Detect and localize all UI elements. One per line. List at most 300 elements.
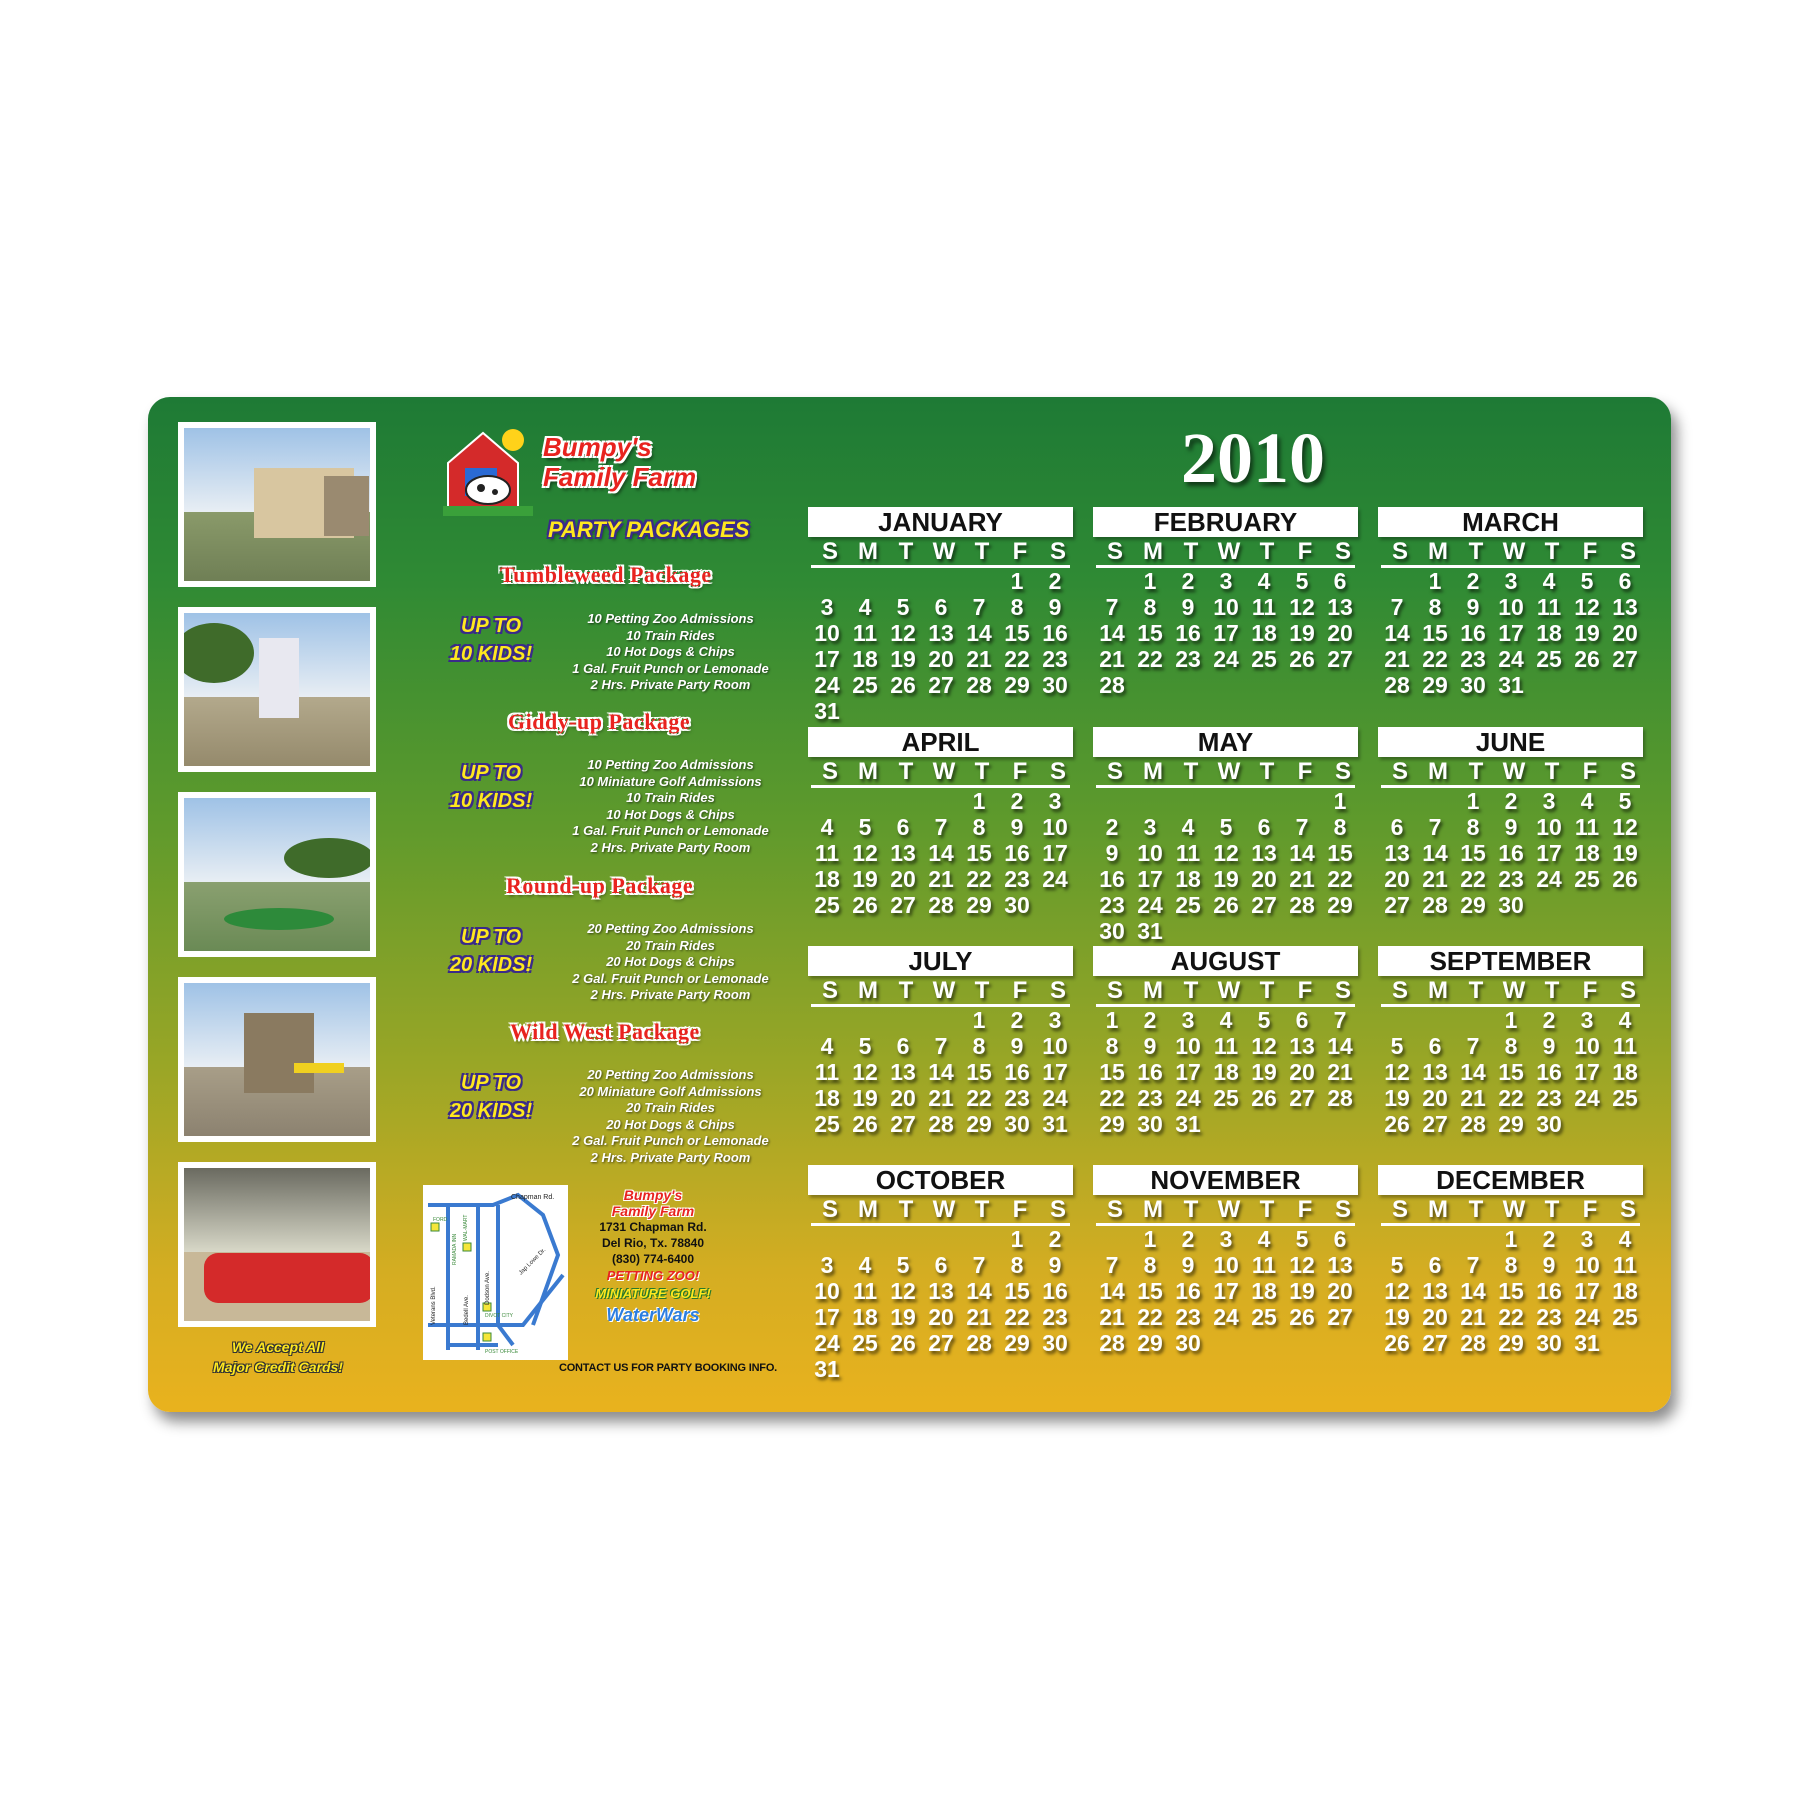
weekday-label: S [1619,1196,1636,1223]
day-cell [922,788,960,814]
weekday-label: S [1619,977,1636,1004]
weekday-label: T [1259,538,1275,565]
weekday-label: T [1259,977,1275,1004]
week-row [808,1356,1073,1382]
day-cell [1378,1226,1416,1252]
day-cell: 22 [1137,1304,1163,1330]
photo-mini-golf [178,792,376,957]
day-cell: 13 [1251,840,1277,866]
day-cell: 2 [1181,568,1195,594]
day-cell: 17 [1042,1059,1068,1085]
weekday-label: T [1544,538,1560,565]
weekday-label: T [1259,1196,1275,1223]
package-item: 20 Hot Dogs & Chips [606,954,735,969]
day-cell: 3 [1580,1007,1594,1033]
day-cell: 9 [1048,594,1062,620]
day-cell: 19 [890,1304,916,1330]
day-cell: 11 [1574,814,1600,840]
day-cell: 14 [928,840,954,866]
day-cell: 13 [890,840,916,866]
weekday-header [811,1197,1070,1226]
day-cell: 6 [1428,1033,1442,1059]
day-cell [922,568,960,594]
month-name: AUGUST [1093,946,1358,976]
day-cell: 22 [1422,646,1448,672]
day-cell: 27 [1612,646,1638,672]
day-cell: 4 [1219,1007,1233,1033]
day-cell: 20 [1289,1059,1315,1085]
day-cell: 26 [852,1111,878,1137]
day-cell: 20 [890,1085,916,1111]
day-cell: 2 [1542,1226,1556,1252]
day-cell: 11 [1536,594,1562,620]
day-cell: 18 [1612,1059,1638,1085]
week-row [1093,1304,1358,1330]
day-cell [1207,918,1245,944]
weekday-label: M [1143,538,1163,565]
day-cell: 8 [972,1033,986,1059]
weekday-label: M [1143,1196,1163,1223]
week-row [1093,814,1358,840]
day-cell: 8 [1010,594,1024,620]
day-cell: 7 [1466,1252,1480,1278]
day-cell: 19 [1213,866,1239,892]
day-cell: 4 [1181,814,1195,840]
kids-line1: UP TO [460,926,521,948]
day-cell: 11 [852,620,878,646]
day-cell: 23 [1175,1304,1201,1330]
week-row [1093,840,1358,866]
day-cell: 13 [1422,1059,1448,1085]
week-row [1378,1226,1643,1252]
day-cell: 10 [1213,594,1239,620]
day-cell: 21 [1460,1304,1486,1330]
day-cell: 22 [966,1085,992,1111]
day-cell: 3 [1181,1007,1195,1033]
month-september [1378,946,1643,1137]
day-cell: 1 [1143,568,1157,594]
day-cell: 24 [814,1330,840,1356]
day-cell: 28 [966,1330,992,1356]
day-cell: 15 [1460,840,1486,866]
day-cell: 6 [1618,568,1632,594]
weekday-label: W [1502,1196,1526,1223]
day-cell: 30 [1536,1111,1562,1137]
week-row [808,814,1073,840]
day-cell: 31 [1042,1111,1068,1137]
weekday-label: S [1391,758,1408,785]
day-cell: 4 [1257,568,1271,594]
day-cell: 31 [814,698,840,724]
day-cell: 10 [1574,1033,1600,1059]
day-cell: 18 [1612,1278,1638,1304]
day-cell: 20 [1422,1304,1448,1330]
day-cell: 22 [1099,1085,1125,1111]
week-row [808,892,1073,918]
day-cell [1036,892,1074,918]
week-row [808,594,1073,620]
day-cell: 20 [1612,620,1638,646]
day-cell [960,1356,998,1382]
day-cell: 22 [966,866,992,892]
kids-line2: 20 KIDS! [449,1100,533,1122]
day-cell: 12 [890,1278,916,1304]
month-february [1093,507,1358,698]
package-items [533,1067,808,1166]
week-row [1378,814,1643,840]
feature-petting-zoo: PETTING ZOO! [606,1268,700,1283]
day-cell: 9 [1542,1252,1556,1278]
weekday-label: S [1334,1196,1351,1223]
package-item: 10 Petting Zoo Admissions [587,611,754,626]
weekday-label: S [1049,538,1066,565]
day-cell: 24 [1137,892,1163,918]
day-cell: 19 [1384,1085,1410,1111]
week-row [1093,1111,1358,1137]
week-row [1378,866,1643,892]
weekday-label: T [1544,977,1560,1004]
day-cell: 7 [1105,594,1119,620]
kids-line2: 10 KIDS! [449,643,533,665]
day-cell: 18 [1251,620,1277,646]
package-title: Round-up Package [506,873,694,898]
week-row [1378,1304,1643,1330]
weekday-label: T [974,977,990,1004]
day-cell [1207,672,1245,698]
day-cell: 26 [1289,1304,1315,1330]
day-cell: 15 [1498,1278,1524,1304]
day-cell: 18 [1251,1278,1277,1304]
day-cell [922,1007,960,1033]
weekday-header [1381,978,1640,1007]
day-cell: 27 [890,892,916,918]
day-cell [1169,918,1207,944]
day-cell: 28 [1460,1330,1486,1356]
weekday-label: W [1502,758,1526,785]
day-cell: 2 [1048,568,1062,594]
address-block [568,1187,738,1327]
party-packages-heading: PARTY PACKAGES [548,517,750,542]
day-cell: 13 [1384,840,1410,866]
day-cell: 28 [1422,892,1448,918]
package-item: 2 Hrs. Private Party Room [590,839,751,855]
brand-name [543,432,696,492]
day-cell [1378,568,1416,594]
day-cell: 29 [1327,892,1353,918]
weekday-label: F [1297,538,1313,565]
day-cell: 19 [1289,620,1315,646]
day-cell: 21 [928,866,954,892]
day-cell: 3 [1504,568,1518,594]
weekday-header [1096,759,1355,788]
day-cell: 20 [1422,1085,1448,1111]
day-cell: 20 [1251,866,1277,892]
day-cell: 9 [1466,594,1480,620]
day-cell: 23 [1042,646,1068,672]
day-cell: 21 [1422,866,1448,892]
day-cell: 15 [1137,620,1163,646]
week-row [1093,1252,1358,1278]
day-cell: 18 [814,866,840,892]
day-cell: 11 [1213,1033,1239,1059]
day-cell: 17 [1042,840,1068,866]
weekday-label: F [1012,977,1028,1004]
week-row [1093,620,1358,646]
weekday-label: M [858,977,878,1004]
package-item: 20 Petting Zoo Admissions [587,921,754,936]
day-cell: 8 [1010,1252,1024,1278]
weekday-label: F [1582,758,1598,785]
day-cell: 18 [852,646,878,672]
weekday-label: S [1049,758,1066,785]
day-cell: 9 [1143,1033,1157,1059]
day-cell: 16 [1498,840,1524,866]
week-row [1378,892,1643,918]
day-cell: 13 [1422,1278,1448,1304]
day-cell: 28 [1327,1085,1353,1111]
day-cell [884,788,922,814]
weekday-label: S [1391,977,1408,1004]
week-row [808,1085,1073,1111]
day-cell: 15 [1327,840,1353,866]
day-cell: 13 [928,620,954,646]
day-cell: 12 [1384,1059,1410,1085]
day-cell: 21 [1327,1059,1353,1085]
weekday-header [1381,759,1640,788]
day-cell: 4 [820,1033,834,1059]
address-phone: (830) 774-6400 [611,1252,695,1266]
day-cell: 4 [1542,568,1556,594]
package-item: 20 Petting Zoo Admissions [587,1067,754,1082]
day-cell: 7 [1428,814,1442,840]
day-cell: 3 [1580,1226,1594,1252]
day-cell: 26 [1574,646,1600,672]
day-cell [1378,1007,1416,1033]
day-cell: 17 [814,1304,840,1330]
day-cell: 6 [1257,814,1271,840]
day-cell: 4 [858,1252,872,1278]
day-cell: 1 [1010,568,1024,594]
day-cell [922,698,960,724]
day-cell: 26 [1289,646,1315,672]
day-cell: 12 [1251,1033,1277,1059]
day-cell [1093,568,1131,594]
day-cell: 6 [1428,1252,1442,1278]
barn-cow-icon [443,428,533,518]
weekday-header [1096,978,1355,1007]
day-cell [884,698,922,724]
week-row [1378,840,1643,866]
photo-barn [178,422,376,587]
package-title: Giddy-up Package [508,709,691,734]
month-name: DECEMBER [1378,1165,1643,1195]
package-item: 2 Gal. Fruit Punch or Lemonade [572,1133,769,1148]
day-cell [808,568,846,594]
credit-line1: We Accept All [231,1339,325,1355]
day-cell [884,1226,922,1252]
day-cell: 16 [1004,840,1030,866]
month-name: MARCH [1378,507,1643,537]
week-row [1093,892,1358,918]
day-cell: 4 [1618,1007,1632,1033]
day-cell [1416,1226,1454,1252]
package-kids [446,759,536,815]
day-cell [960,698,998,724]
month-june [1378,727,1643,918]
week-row [808,1033,1073,1059]
day-cell: 26 [1251,1085,1277,1111]
weekday-label: F [1297,1196,1313,1223]
day-cell: 28 [1460,1111,1486,1137]
day-cell: 12 [890,620,916,646]
day-cell: 18 [852,1304,878,1330]
weekday-label: T [974,758,990,785]
day-cell: 6 [1295,1007,1309,1033]
day-cell: 9 [1504,814,1518,840]
photo-fort [178,977,376,1142]
day-cell: 23 [1042,1304,1068,1330]
day-cell: 21 [1099,646,1125,672]
month-name: JULY [808,946,1073,976]
day-cell: 8 [1105,1033,1119,1059]
day-cell: 5 [858,1033,872,1059]
day-cell: 13 [1327,1252,1353,1278]
week-row [1378,1330,1643,1356]
weekday-label: W [1217,758,1241,785]
week-row [808,1226,1073,1252]
brand-line2: Family Farm [543,462,697,492]
day-cell: 6 [934,594,948,620]
week-row [1093,1085,1358,1111]
day-cell: 1 [1466,788,1480,814]
day-cell: 12 [1213,840,1239,866]
day-cell: 1 [1333,788,1347,814]
day-cell [884,1007,922,1033]
day-cell: 9 [1010,1033,1024,1059]
day-cell: 2 [1466,568,1480,594]
day-cell [1169,672,1207,698]
day-cell: 22 [1004,1304,1030,1330]
day-cell: 24 [1175,1085,1201,1111]
weekday-label: T [1468,977,1484,1004]
day-cell: 27 [890,1111,916,1137]
day-cell [808,1007,846,1033]
month-name: APRIL [808,727,1073,757]
weekday-label: W [1502,977,1526,1004]
day-cell: 10 [814,620,840,646]
week-row [1378,568,1643,594]
day-cell [808,788,846,814]
day-cell: 3 [820,1252,834,1278]
weekday-label: W [932,538,956,565]
weekday-label: M [858,758,878,785]
week-row [1378,620,1643,646]
week-row [1093,1033,1358,1059]
map-street-label: Chapman Rd. [511,1194,555,1201]
day-cell: 20 [1384,866,1410,892]
day-cell: 21 [1384,646,1410,672]
day-cell: 25 [814,892,840,918]
day-cell: 20 [928,1304,954,1330]
day-cell: 1 [1143,1226,1157,1252]
day-cell: 30 [1498,892,1524,918]
day-cell: 23 [1099,892,1125,918]
day-cell: 13 [1289,1033,1315,1059]
day-cell: 25 [1251,646,1277,672]
day-cell: 16 [1175,620,1201,646]
day-cell [846,788,884,814]
day-cell: 30 [1099,918,1125,944]
package-item: 10 Train Rides [626,627,715,643]
day-cell: 7 [972,1252,986,1278]
week-row [1093,568,1358,594]
map-place-label: RAMADA INN [452,1233,458,1265]
day-cell: 28 [928,1111,954,1137]
week-row [1093,1059,1358,1085]
day-cell [1169,788,1207,814]
week-row [808,1330,1073,1356]
week-row [1378,1007,1643,1033]
day-cell: 12 [852,1059,878,1085]
day-cell: 11 [1612,1033,1638,1059]
day-cell: 22 [1137,646,1163,672]
day-cell: 3 [1143,814,1157,840]
package-items [533,757,808,856]
weekday-header [1381,1197,1640,1226]
weekday-label: F [1012,1196,1028,1223]
day-cell: 21 [928,1085,954,1111]
day-cell [846,698,884,724]
day-cell: 24 [814,672,840,698]
weekday-label: F [1582,538,1598,565]
week-row [808,788,1073,814]
day-cell: 14 [1460,1059,1486,1085]
waterwars-logo: WaterWars [606,1305,700,1325]
day-cell: 11 [814,1059,840,1085]
package-kids [446,923,536,979]
month-april [808,727,1073,918]
weekday-label: T [898,538,914,565]
day-cell: 18 [1175,866,1201,892]
day-cell: 17 [814,646,840,672]
day-cell: 3 [1048,1007,1062,1033]
week-row [808,1278,1073,1304]
day-cell: 1 [1504,1226,1518,1252]
day-cell: 10 [814,1278,840,1304]
day-cell: 17 [1574,1278,1600,1304]
day-cell: 12 [1289,1252,1315,1278]
day-cell: 18 [1213,1059,1239,1085]
package-item: 1 Gal. Fruit Punch or Lemonade [572,660,769,676]
day-cell: 28 [966,672,992,698]
day-cell: 14 [928,1059,954,1085]
weekday-label: T [1183,758,1199,785]
month-name: FEBRUARY [1093,507,1358,537]
day-cell: 3 [1219,568,1233,594]
day-cell: 18 [814,1085,840,1111]
week-row [1378,646,1643,672]
day-cell: 15 [1422,620,1448,646]
day-cell [1321,918,1359,944]
day-cell: 26 [890,672,916,698]
day-cell: 13 [1327,594,1353,620]
package-item: 10 Train Rides [626,790,715,805]
day-cell [1606,672,1644,698]
day-cell [808,1226,846,1252]
day-cell: 29 [966,1111,992,1137]
brand-logo [443,422,783,552]
week-row [808,1252,1073,1278]
